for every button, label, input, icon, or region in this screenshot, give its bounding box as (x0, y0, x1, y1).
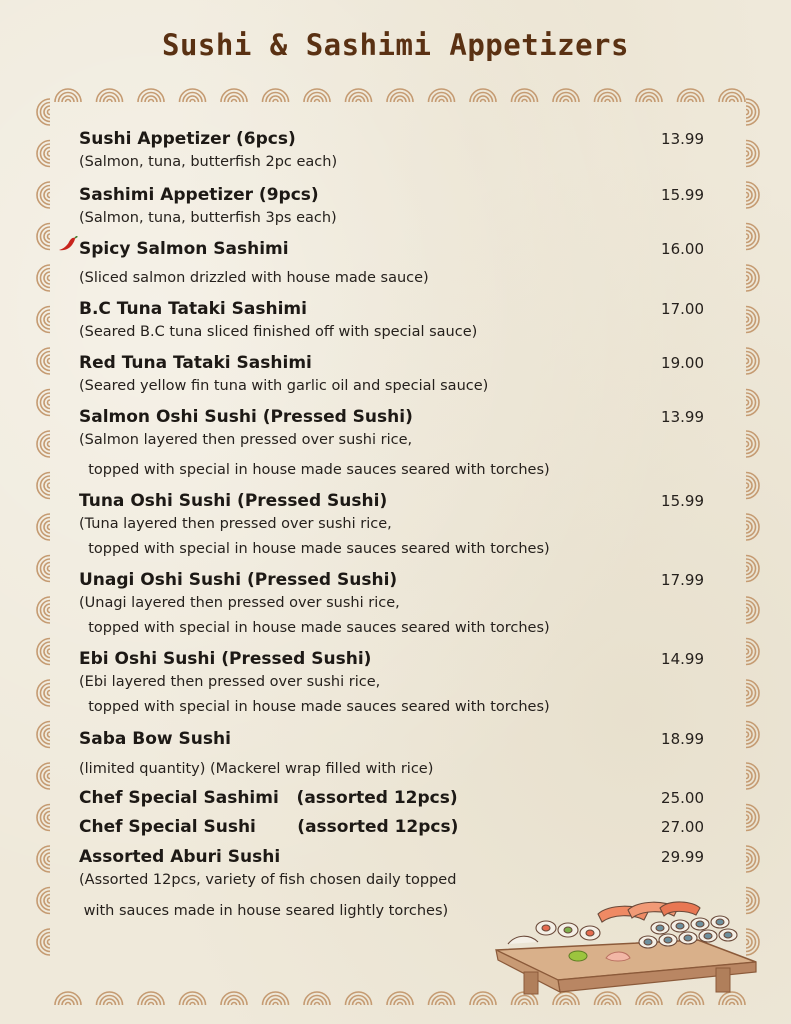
menu-item-description: (limited quantity) (Mackerel wrap filled with rice) (79, 761, 434, 777)
menu-item-price: 18.99 (661, 730, 704, 748)
menu-item-description: (Salmon layered then pressed over sushi rice, (79, 432, 413, 448)
menu-item-price: 17.00 (661, 300, 704, 318)
menu-item-name: Ebi Oshi Sushi (Pressed Sushi) (79, 649, 372, 669)
menu-item-description: topped with special in house made sauces seared with torches) (79, 620, 550, 636)
menu-item-description: (Assorted 12pcs, variety of fish chosen daily topped (79, 872, 457, 888)
menu-item-description: (Salmon, tuna, butterfish 2pc each) (79, 154, 338, 170)
menu-item-name: Salmon Oshi Sushi (Pressed Sushi) (79, 407, 413, 427)
menu-item-description: (Tuna layered then pressed over sushi rice, (79, 516, 392, 532)
menu-item-name: Spicy Salmon Sashimi (79, 239, 289, 259)
sushi-board-illustration (488, 900, 768, 1005)
menu-item-description: (Sliced salmon drizzled with house made sauce) (79, 270, 429, 286)
menu-item-description: (Unagi layered then pressed over sushi rice, (79, 595, 400, 611)
menu-item-name: Unagi Oshi Sushi (Pressed Sushi) (79, 570, 398, 590)
menu-item-price: 15.99 (661, 492, 704, 510)
menu-item-description: (Seared yellow fin tuna with garlic oil and special sauce) (79, 378, 489, 394)
menu-item-description: (Salmon, tuna, butterfish 3ps each) (79, 210, 337, 226)
menu-item-description: (Seared B.C tuna sliced finished off with special sauce) (79, 324, 478, 340)
menu-item-name: Sashimi Appetizer (9pcs) (79, 185, 319, 205)
menu-item-price: 16.00 (661, 240, 704, 258)
page-title: Sushi & Sashimi Appetizers (162, 28, 629, 62)
menu-item-price: 17.99 (661, 571, 704, 589)
menu-item-description: (Ebi layered then pressed over sushi rice, (79, 674, 381, 690)
menu-item-price: 13.99 (661, 408, 704, 426)
menu-item-name: Chef Special Sashimi (assorted 12pcs) (79, 788, 458, 808)
menu-item-description: topped with special in house made sauces seared with torches) (79, 541, 550, 557)
menu-item-description: topped with special in house made sauces seared with torches) (79, 462, 550, 478)
menu-item-name: Chef Special Sushi (assorted 12pcs) (79, 817, 459, 837)
chili-pepper-icon (58, 236, 78, 252)
menu-item-price: 13.99 (661, 130, 704, 148)
menu-item-name: B.C Tuna Tataki Sashimi (79, 299, 307, 319)
menu-item-price: 27.00 (661, 818, 704, 836)
menu-item-name: Sushi Appetizer (6pcs) (79, 129, 296, 149)
menu-item-description: topped with special in house made sauces seared with torches) (79, 699, 550, 715)
menu-item-name: Red Tuna Tataki Sashimi (79, 353, 312, 373)
menu-item-price: 15.99 (661, 186, 704, 204)
menu-item-description: with sauces made in house seared lightly torches) (79, 903, 449, 919)
menu-item-name: Saba Bow Sushi (79, 729, 231, 749)
menu-item-price: 25.00 (661, 789, 704, 807)
menu-item-name: Assorted Aburi Sushi (79, 847, 281, 867)
menu-item-price: 14.99 (661, 650, 704, 668)
menu-item-price: 29.99 (661, 848, 704, 866)
menu-item-price: 19.00 (661, 354, 704, 372)
menu-item-name: Tuna Oshi Sushi (Pressed Sushi) (79, 491, 388, 511)
